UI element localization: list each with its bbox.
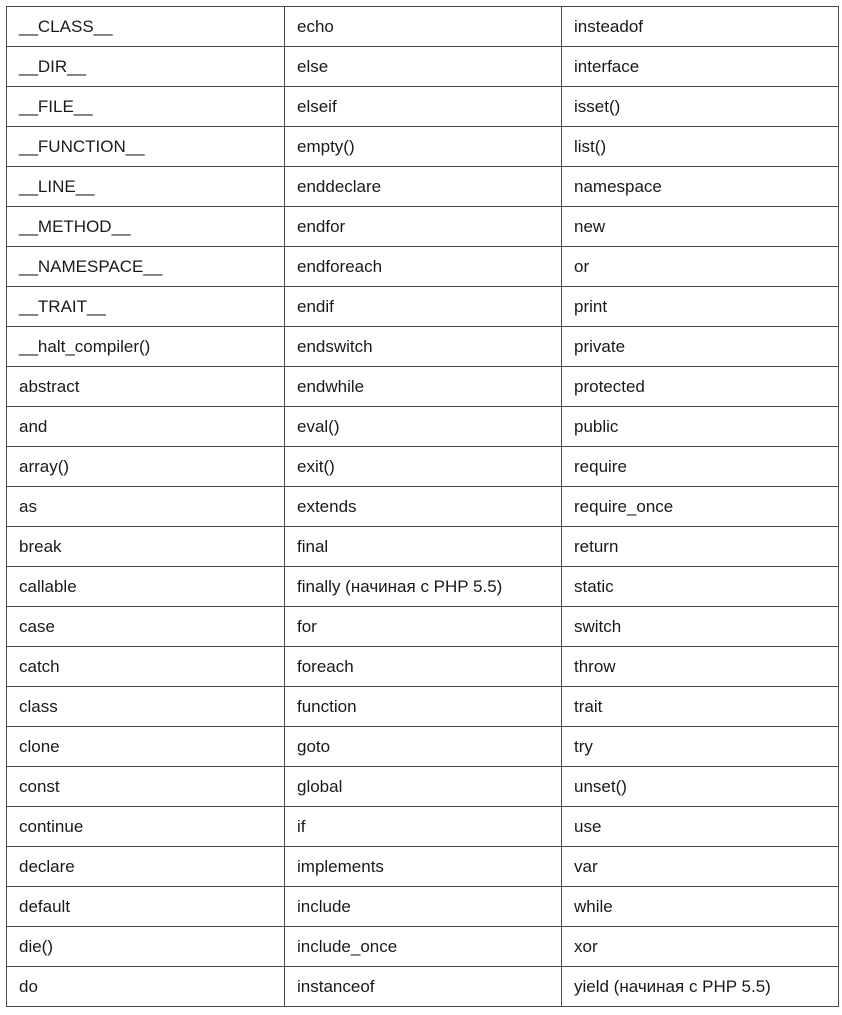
table-cell: extends xyxy=(285,487,562,527)
table-row xyxy=(7,967,839,1007)
table-cell: __NAMESPACE__ xyxy=(7,247,285,287)
table-row xyxy=(7,207,839,247)
table-cell: while xyxy=(562,887,839,927)
table-cell: callable xyxy=(7,567,285,607)
table-cell: do xyxy=(7,967,285,1007)
table-cell: protected xyxy=(562,367,839,407)
table-cell: static xyxy=(562,567,839,607)
table-cell: unset() xyxy=(562,767,839,807)
table-row xyxy=(7,87,839,127)
table-cell: instanceof xyxy=(285,967,562,1007)
table-cell: for xyxy=(285,607,562,647)
table-row xyxy=(7,487,839,527)
table-cell: finally (начиная с PHP 5.5) xyxy=(285,567,562,607)
table-cell: __halt_compiler() xyxy=(7,327,285,367)
table-cell: var xyxy=(562,847,839,887)
table-cell: clone xyxy=(7,727,285,767)
table-row xyxy=(7,767,839,807)
table-cell: new xyxy=(562,207,839,247)
table-cell: echo xyxy=(285,7,562,47)
table-row xyxy=(7,727,839,767)
table-cell: and xyxy=(7,407,285,447)
table-cell: __METHOD__ xyxy=(7,207,285,247)
table-cell: __FILE__ xyxy=(7,87,285,127)
table-row xyxy=(7,47,839,87)
table-row xyxy=(7,807,839,847)
table-row xyxy=(7,927,839,967)
keywords-table-body xyxy=(7,7,839,1007)
table-cell: declare xyxy=(7,847,285,887)
table-cell: __TRAIT__ xyxy=(7,287,285,327)
table-cell: implements xyxy=(285,847,562,887)
table-cell: return xyxy=(562,527,839,567)
table-cell: global xyxy=(285,767,562,807)
table-row xyxy=(7,887,839,927)
table-cell: enddeclare xyxy=(285,167,562,207)
table-cell: final xyxy=(285,527,562,567)
table-row xyxy=(7,847,839,887)
table-cell: public xyxy=(562,407,839,447)
table-cell: continue xyxy=(7,807,285,847)
table-row xyxy=(7,327,839,367)
table-cell: array() xyxy=(7,447,285,487)
table-cell: namespace xyxy=(562,167,839,207)
table-row xyxy=(7,527,839,567)
table-row xyxy=(7,167,839,207)
table-cell: isset() xyxy=(562,87,839,127)
table-cell: require_once xyxy=(562,487,839,527)
table-cell: __DIR__ xyxy=(7,47,285,87)
table-row xyxy=(7,247,839,287)
table-cell: __CLASS__ xyxy=(7,7,285,47)
table-row xyxy=(7,447,839,487)
table-cell: or xyxy=(562,247,839,287)
table-cell: print xyxy=(562,287,839,327)
table-cell: function xyxy=(285,687,562,727)
table-cell: break xyxy=(7,527,285,567)
table-cell: foreach xyxy=(285,647,562,687)
table-cell: try xyxy=(562,727,839,767)
table-row xyxy=(7,687,839,727)
table-cell: endforeach xyxy=(285,247,562,287)
table-row xyxy=(7,567,839,607)
table-row xyxy=(7,647,839,687)
table-cell: empty() xyxy=(285,127,562,167)
table-cell: catch xyxy=(7,647,285,687)
table-cell: private xyxy=(562,327,839,367)
table-cell: die() xyxy=(7,927,285,967)
table-cell: elseif xyxy=(285,87,562,127)
table-cell: interface xyxy=(562,47,839,87)
table-cell: else xyxy=(285,47,562,87)
table-cell: __LINE__ xyxy=(7,167,285,207)
table-cell: trait xyxy=(562,687,839,727)
table-cell: as xyxy=(7,487,285,527)
table-cell: yield (начиная с PHP 5.5) xyxy=(562,967,839,1007)
table-cell: default xyxy=(7,887,285,927)
table-cell: xor xyxy=(562,927,839,967)
table-row xyxy=(7,407,839,447)
table-cell: endif xyxy=(285,287,562,327)
table-cell: list() xyxy=(562,127,839,167)
table-cell: include xyxy=(285,887,562,927)
table-cell: __FUNCTION__ xyxy=(7,127,285,167)
table-cell: abstract xyxy=(7,367,285,407)
table-cell: endfor xyxy=(285,207,562,247)
table-cell: eval() xyxy=(285,407,562,447)
keywords-table xyxy=(6,6,839,1007)
table-cell: include_once xyxy=(285,927,562,967)
table-row xyxy=(7,287,839,327)
table-cell: case xyxy=(7,607,285,647)
table-cell: goto xyxy=(285,727,562,767)
table-cell: throw xyxy=(562,647,839,687)
table-cell: const xyxy=(7,767,285,807)
table-row xyxy=(7,367,839,407)
table-cell: if xyxy=(285,807,562,847)
table-cell: endswitch xyxy=(285,327,562,367)
table-cell: endwhile xyxy=(285,367,562,407)
table-cell: class xyxy=(7,687,285,727)
table-row xyxy=(7,127,839,167)
table-row xyxy=(7,7,839,47)
table-cell: exit() xyxy=(285,447,562,487)
table-cell: use xyxy=(562,807,839,847)
table-row xyxy=(7,607,839,647)
table-cell: switch xyxy=(562,607,839,647)
table-cell: insteadof xyxy=(562,7,839,47)
table-cell: require xyxy=(562,447,839,487)
